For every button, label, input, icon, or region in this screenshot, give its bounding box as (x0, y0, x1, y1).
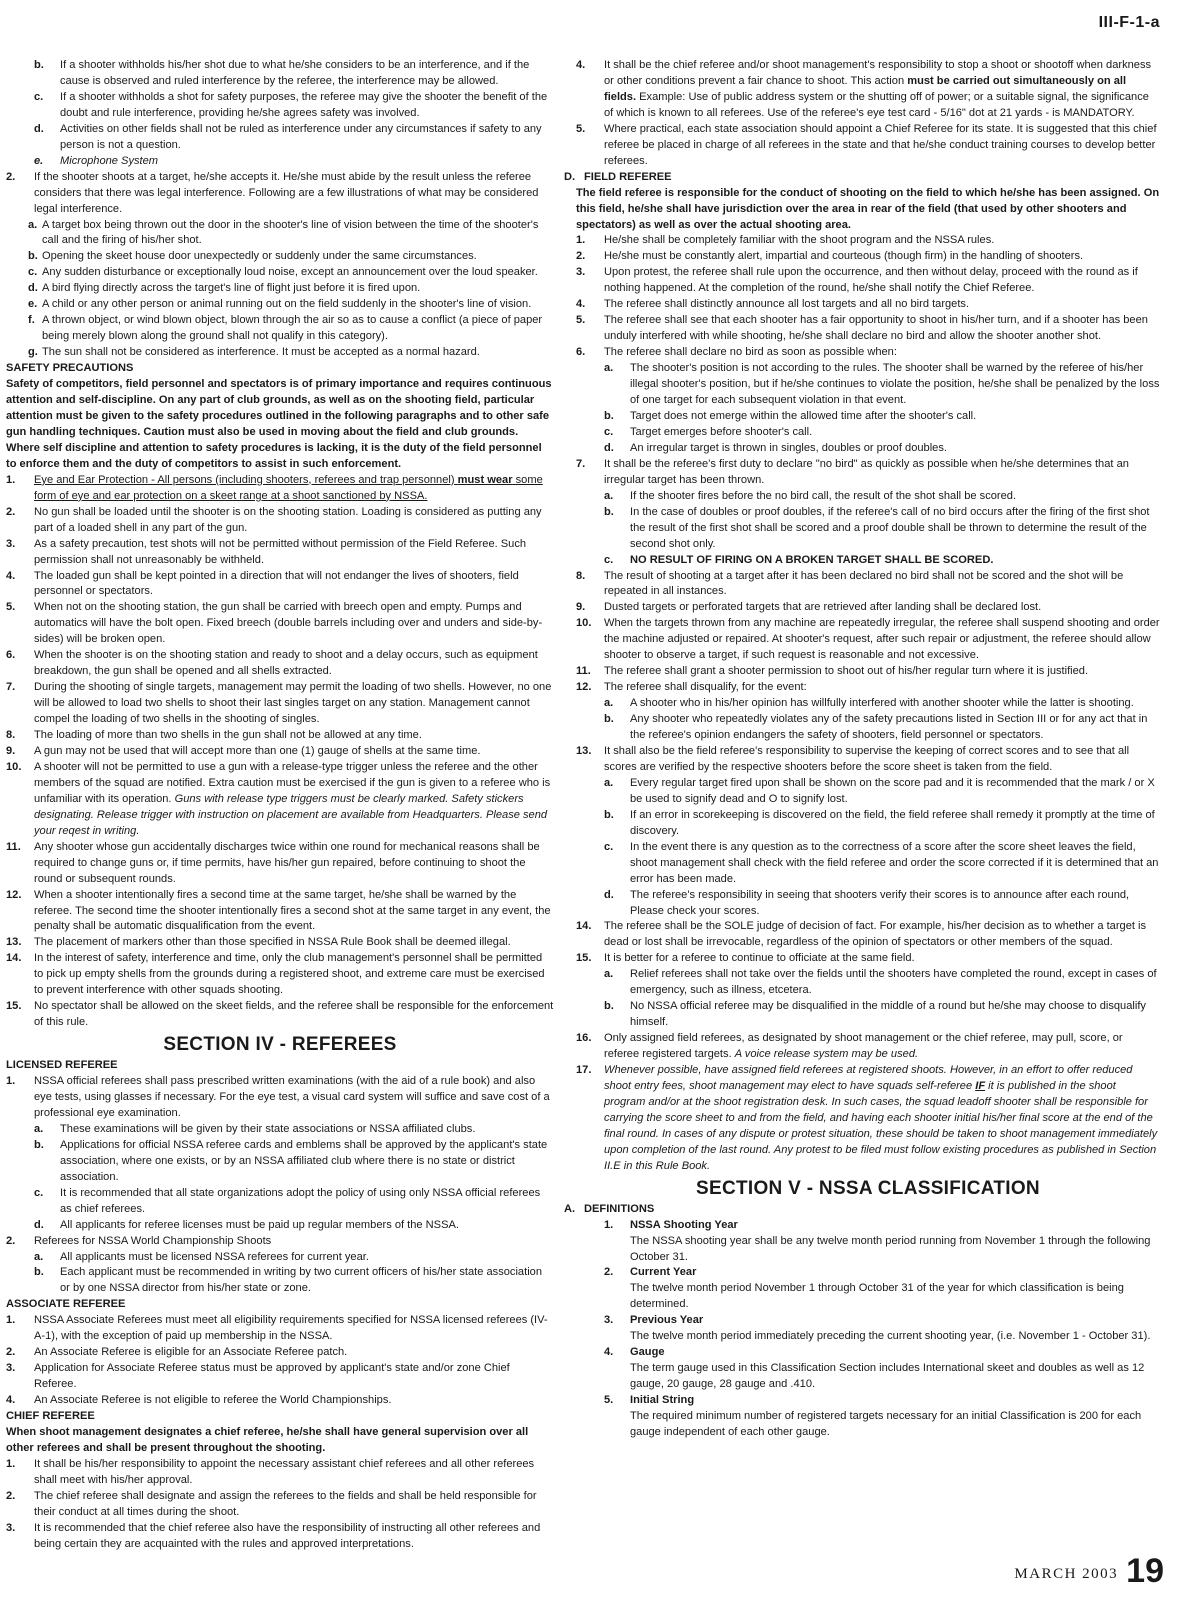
list-item: b. In the case of doubles or proof doubles, if the referee's call of no bird occurs after the firing of the first shot the result of the first shot shall be scored and a proof double shall be thrown to determine the result of the second shot only. (604, 505, 1150, 550)
list-item: a. A shooter who in his/her opinion has willfully interfered with another shooter while the latter is shooting. (604, 697, 1134, 710)
safety-heading: SAFETY PRECAUTIONS (6, 362, 134, 375)
list-item: 15. It is better for a referee to continue to officiate at the same field. (576, 952, 915, 965)
list-item: a. These examinations will be given by their state associations or NSSA affiliated clubs. (34, 1122, 476, 1135)
field-referee-intro: The field referee is responsible for the conduct of shooting on the field to which he/she has been assigned. On this field, he/she shall have jurisdiction over the area in rear of the field (that used by other shooters and spectators) as well as over the actual shooting area. (576, 186, 1160, 231)
list-item: 5. Initial String The required minimum number of registered targets necessary for an initial Classification is 200 for each gauge independent of each other gauge. (604, 1394, 1142, 1439)
list-item: 10. A shooter will not be permitted to use a gun with a release-type trigger unless the referee and the other members of the squad are notified. Extra caution must be exercised if the gun is given to a referee who is unfamiliar with its operation. Guns with release type triggers must be clearly marked. Safety stickers designating. Release trigger with instruction on placement are available from Headquarters. Please send your reqest in writing. (6, 760, 551, 837)
list-item: 12. When a shooter intentionally fires a second time at the same target, he/she shall be warned by the referee. The second time the shooter intentionally fires a second shot at the same target in any event, the penalty shall be automatic disqualification from the event. (6, 888, 551, 933)
list-item: 11. The referee shall grant a shooter permission to shoot out of his/her regular turn where it is justified. (576, 665, 1089, 678)
list-item: a. A target box being thrown out the door in the shooter's line of vision between the time of the shooter's call and the firing of his/her shot. (28, 218, 539, 247)
page-footer (1014, 1552, 1164, 1590)
list-item: 3. As a safety precaution, test shots will not be permitted without permission of the Field Referee. Such permission shall not unreasonably be withheld. (6, 537, 527, 566)
list-item: 9. A gun may not be used that will accept more than one (1) gauge of shells at the same time. (6, 744, 481, 757)
list-item: a. The shooter's position is not according to the rules. The shooter shall be warned by the referee of his/her illegal shooter's position, but if he/she continues to violate the position, he/she shall be penalized by the loss of one target for each subsequent violation in that event. (604, 362, 1160, 407)
list-item: 17. Whenever possible, have assigned field referees at registered shoots. However, in an effort to offer reduced shoot entry fees, shoot management may elect to have squads self-referee IF it is published in the shoot program and/or at the shoot registration desk. In such cases, the squad leadoff shooter shall be responsible for carrying the score sheet to and from the field, and having each shooter initial his/her final score at the end of the final round. In cases of any dispute or protest situation, these should be taken to shoot management immediately upon completion of the last round. Any protest to be filed must follow existing procedures as published in Section II.E in this Rule Book. (576, 1064, 1158, 1172)
list-item: 2. Referees for NSSA World Championship Shoots (6, 1234, 272, 1247)
list-item: 5. Where practical, each state association should appoint a Chief Referee for its state. It is suggested that this chief referee be placed in charge of all referees in the state and that he/she conduct training courses to develop better referees. (576, 122, 1157, 167)
list-item: 4. It shall be the chief referee and/or shoot management's responsibility to stop a shoot or shootoff when darkness or other conditions prevent a fair chance to shoot. This action must be carried out simultaneously on all fields. Example: Use of public address system or the shutting off of power; or a suitable signal, the significance of which is known to all referees. Use of the referee's eye test card - 5/16" dot at 21 yards - is MANDATORY. (576, 59, 1152, 119)
list-item: b. Applications for official NSSA referee cards and emblems shall be approved by the applicant's state association, where one exists, or by an NSSA affiliated club where there is no state or district association. (34, 1138, 548, 1183)
list-item: f. A thrown object, or wind blown object, blown through the air so as to cause a conflict (a piece of paper being merely blown along the ground shall not qualify in this category). (28, 314, 543, 343)
list-item: c. If a shooter withholds a shot for safety purposes, the referee may give the shooter the benefit of the doubt and rule interference, providing he/she agrees safety was involved. (34, 90, 548, 119)
list-item: d. An irregular target is thrown in singles, doubles or proof doubles. (604, 441, 947, 454)
list-item: 2. An Associate Referee is eligible for an Associate Referee patch. (6, 1346, 348, 1359)
list-item: 12. The referee shall disqualify, for the event: (576, 681, 807, 694)
list-item: d. All applicants for referee licenses must be paid up regular members of the NSSA. (34, 1218, 459, 1231)
list-item: b. Target does not emerge within the allowed time after the shooter's call. (604, 409, 977, 422)
list-item: 14. In the interest of safety, interference and time, only the club management's personnel shall be permitted to pick up empty shells from the grounds during a registered shoot, and extreme care must be exercised to prevent interference with other squads shooting. (6, 952, 545, 997)
section-4-title: SECTION IV - REFEREES (163, 1034, 397, 1056)
list-item: c. Target emerges before shooter's call. (604, 425, 813, 438)
interference-items (6, 58, 554, 170)
list-item: 7. During the shooting of single targets, management may permit the loading of two shells. However, no one will be allowed to load two shells to shoot their last singles target on any station. Management cannot compel the loading of two shells in the shooting of singles. (6, 681, 552, 726)
chief-referee-intro: When shoot management designates a chief referee, he/she shall have general supervision over all other referees and shall be present throughout the shooting. (6, 1426, 529, 1454)
list-item: 7. It shall be the referee's first duty to declare "no bird" as quickly as possible when he/she determines that an irregular target has been thrown. (576, 457, 1129, 486)
list-item: b. Any shooter who repeatedly violates any of the safety precautions listed in Section III or for any act that in the referee's opinion endangers the safety of shooters, field personnel or spectators. (604, 713, 1148, 742)
field-referee-heading: D. FIELD REFEREE (564, 170, 672, 183)
list-item: 3. Upon protest, the referee shall rule upon the occurrence, and then without delay, proceed with the round as if nothing happened. At the completion of the round, he/she shall notify the Chief Referee. (576, 266, 1138, 295)
list-item: 1. NSSA Shooting Year The NSSA shooting year shall be any twelve month period running from November 1 through the following October 31. (604, 1218, 1151, 1263)
section-5-title: SECTION V - NSSA CLASSIFICATION (696, 1177, 1040, 1199)
list-item: 1. NSSA official referees shall pass prescribed written examinations (with the aid of a rule book) and also eye tests, using glasses if necessary. For the eye test, a visual card system will suffice and save cost of a professional eye examination. (6, 1075, 550, 1119)
list-item: 13. It shall also be the field referee's responsibility to supervise the keeping of correct scores and to see that all scores are verified by the respective shooters before the score sheet is taken from the field. (576, 744, 1130, 773)
list-item: 4. An Associate Referee is not eligible to referee the World Championships. (6, 1394, 392, 1407)
list-item: 1. It shall be his/her responsibility to appoint the necessary assistant chief referees and all other referees shall meet with his/her approval. (6, 1457, 535, 1486)
list-item: 2. No gun shall be loaded until the shooter is on the shooting station. Loading is considered as putting any part of a loaded shell in any part of the gun. (6, 505, 542, 534)
list-item: 10. When the targets thrown from any machine are repeatedly irregular, the referee shall suspend shooting and order the machine adjusted or repaired. At shooter's request, after such repair or adjustment, the referee should allow shooter to observe a target, if such request is reasonable and not excessive. (576, 617, 1160, 662)
list-item: b. Opening the skeet house door unexpectedly or suddenly under the same circumstances. (28, 250, 477, 263)
list-item: b. No NSSA official referee may be disqualified in the middle of a round but he/she may choose to disqualify himself. (604, 1000, 1146, 1029)
list-item: 6. The referee shall declare no bird as soon as possible when: (576, 346, 897, 359)
list-item: b. Each applicant must be recommended in writing by two current officers of his/her state association or by one NSSA director from his/her state or zone. (34, 1266, 542, 1295)
list-item: 4. Gauge The term gauge used in this Classification Section includes International skeet and doubles as well as 12 gauge, 20 gauge, 28 gauge and .410. (604, 1346, 1145, 1391)
list-item: 15. No spectator shall be allowed on the skeet fields, and the referee shall be responsible for the enforcement of this rule. (6, 1000, 554, 1029)
list-item: g. The sun shall not be considered as interference. It must be accepted as a normal hazard. (28, 346, 480, 359)
definitions-heading: A. DEFINITIONS (564, 1202, 655, 1215)
right-column (564, 58, 1160, 1441)
list-item: a. Every regular target fired upon shall be shown on the score pad and it is recommended that the mark / or X be used to signify dead and O to signify lost. (604, 776, 1155, 805)
list-item: c. In the event there is any question as to the correctness of a score after the score sheet leaves the field, shoot management shall check with the field referee and order the score corrected if it is determined that an error has been made. (604, 840, 1159, 885)
list-item: a. Relief referees shall not take over the fields until the shooters have completed the round, except in cases of emergency, such as illness, etcetera. (604, 968, 1157, 997)
associate-referee-heading: ASSOCIATE REFEREE (6, 1298, 126, 1311)
list-item: d. Activities on other fields shall not be ruled as interference under any circumstances if safety to any person is not a question. (34, 122, 542, 151)
list-item: 11. Any shooter whose gun accidentally discharges twice within one round for mechanical reasons shall be required to change guns or, if time permits, have his/her gun repaired, before continuing to shoot the round or subsequent rounds. (6, 840, 540, 885)
list-item: 3. Previous Year The twelve month period immediately preceding the current shooting year, (i.e. November 1 - October 31). (604, 1314, 1151, 1343)
list-item: 4. The loaded gun shall be kept pointed in a direction that will not endanger the lives of shooters, field personnel or spectators. (6, 569, 519, 598)
interference-examples (6, 218, 554, 362)
safety-intro: Safety of competitors, field personnel and spectators is of primary importance and requires continuous attention and self-discipline. On any part of club grounds, as well as on the shooting field, particular attention must be given to the safety procedures outlined in the following paragraphs and to other safe gun handling techniques. Caution must also be used in moving about the field and club grounds. Where self discipline and attention to safety procedures is lacking, it is the duty of the field personnel to enforce them and the duty of competitors to assist in such enforcement. (6, 378, 552, 470)
chief-referee-heading: CHIEF REFEREE (6, 1410, 95, 1423)
list-item: a. If the shooter fires before the no bird call, the result of the shot shall be scored. (604, 489, 1017, 502)
list-item: d. The referee's responsibility in seeing that shooters verify their scores is to announce after each round, Please check your scores. (604, 888, 1130, 917)
list-item: 9. Dusted targets or perforated targets that are retrieved after landing shall be declared lost. (576, 601, 1042, 614)
list-item: 2. The chief referee shall designate and assign the referees to the fields and shall be held responsible for their conduct at all times during the shoot. (6, 1489, 537, 1518)
list-item: 1. Eye and Ear Protection - All persons (including shooters, referees and trap personnel) must wear some form of eye and ear protection on a skeet range at a shoot sanctioned by NSSA. (6, 473, 543, 502)
list-item: 8. The loading of more than two shells in the gun shall not be allowed at any time. (6, 729, 422, 742)
list-item: 16. Only assigned field referees, as designated by shoot management or the chief referee, may pull, score, or referee registered targets. A voice release system may be used. (576, 1032, 1123, 1061)
list-item: d. A bird flying directly across the target's line of flight just before it is fired upon. (28, 282, 421, 295)
page-number: 19 (1126, 1552, 1164, 1590)
list-item: 2. Current Year The twelve month period November 1 through October 31 of the year for which classification is being determined. (604, 1266, 1124, 1311)
list-item: 4. The referee shall distinctly announce all lost targets and all no bird targets. (576, 298, 970, 311)
left-column (6, 58, 554, 1553)
list-item: b. If an error in scorekeeping is discovered on the field, the field referee shall remedy it promptly at the time of discovery. (604, 808, 1155, 837)
list-item: 5. When not on the shooting station, the gun shall be carried with breech open and empty. Pumps and automatics will have the bolt open. Fixed breech (double barrels including over and unders and side-by-sides) will be broken open. (6, 601, 543, 646)
list-item: a. All applicants must be licensed NSSA referees for current year. (34, 1250, 369, 1263)
list-item: c. NO RESULT OF FIRING ON A BROKEN TARGET SHALL BE SCORED. (604, 553, 994, 566)
list-item: 3. It is recommended that the chief referee also have the responsibility of instructing all other referees and being certain they are acquainted with the rules and approved interpretations. (6, 1521, 541, 1550)
list-item: 8. The result of shooting at a target after it has been declared no bird shall not be scored and the shot will be repeated in all instances. (576, 569, 1124, 598)
list-item: 13. The placement of markers other than those specified in NSSA Rule Book shall be deemed illegal. (6, 936, 511, 949)
list-item: c. It is recommended that all state organizations adopt the policy of using only NSSA official referees as chief referees. (34, 1186, 541, 1215)
page-code: III-F-1-a (1098, 14, 1160, 31)
list-item: 1. He/she shall be completely familiar with the shoot program and the NSSA rules. (576, 234, 995, 247)
list-item: b. If a shooter withholds his/her shot due to what he/she considers to be an interference, and if the cause is observed and ruled interference by the referee, the interference may be allowed. (34, 59, 530, 87)
list-item: 5. The referee shall see that each shooter has a fair opportunity to shoot in his/her turn, and if a shooter has been unduly interfered with while shooting, he/she shall declare no bird and allow the shooter another shot. (576, 314, 1148, 343)
list-item: 6. When the shooter is on the shooting station and ready to shoot and a delay occurs, such as equipment breakdown, the gun shall be opened and all shells extracted. (6, 649, 538, 678)
list-item: e. Microphone System (34, 154, 159, 167)
licensed-referee-heading: LICENSED REFEREE (6, 1059, 118, 1072)
list-item: e. A child or any other person or animal running out on the field suddenly in the shooter's line of vision. (28, 298, 532, 311)
list-item: 2. He/she must be constantly alert, impartial and courteous (though firm) in the handling of shooters. (576, 250, 1084, 263)
list-item: 3. Application for Associate Referee status must be approved by applicant's state and/or zone Chief Referee. (6, 1362, 510, 1391)
list-item: 1. NSSA Associate Referees must meet all eligibility requirements specified for NSSA licensed referees (IV-A-1), with the exception of paid up membership in the NSSA. (6, 1314, 548, 1343)
issue-date: MARCH 2003 (1014, 1566, 1119, 1582)
list-item: 2. If the shooter shoots at a target, he/she accepts it. He/she must abide by the result unless the referee considers that there was legal interference. Following are a few illustrations of what may be considered legal interference. (6, 170, 539, 215)
list-item: 14. The referee shall be the SOLE judge of decision of fact. For example, his/her decision as to whether a target is dead or lost shall be irrevocable, regardless of the opinion of spectators or other members of the squad. (576, 920, 1147, 949)
list-item: c. Any sudden disturbance or exceptionally loud noise, except an announcement over the loud speaker. (28, 266, 538, 279)
